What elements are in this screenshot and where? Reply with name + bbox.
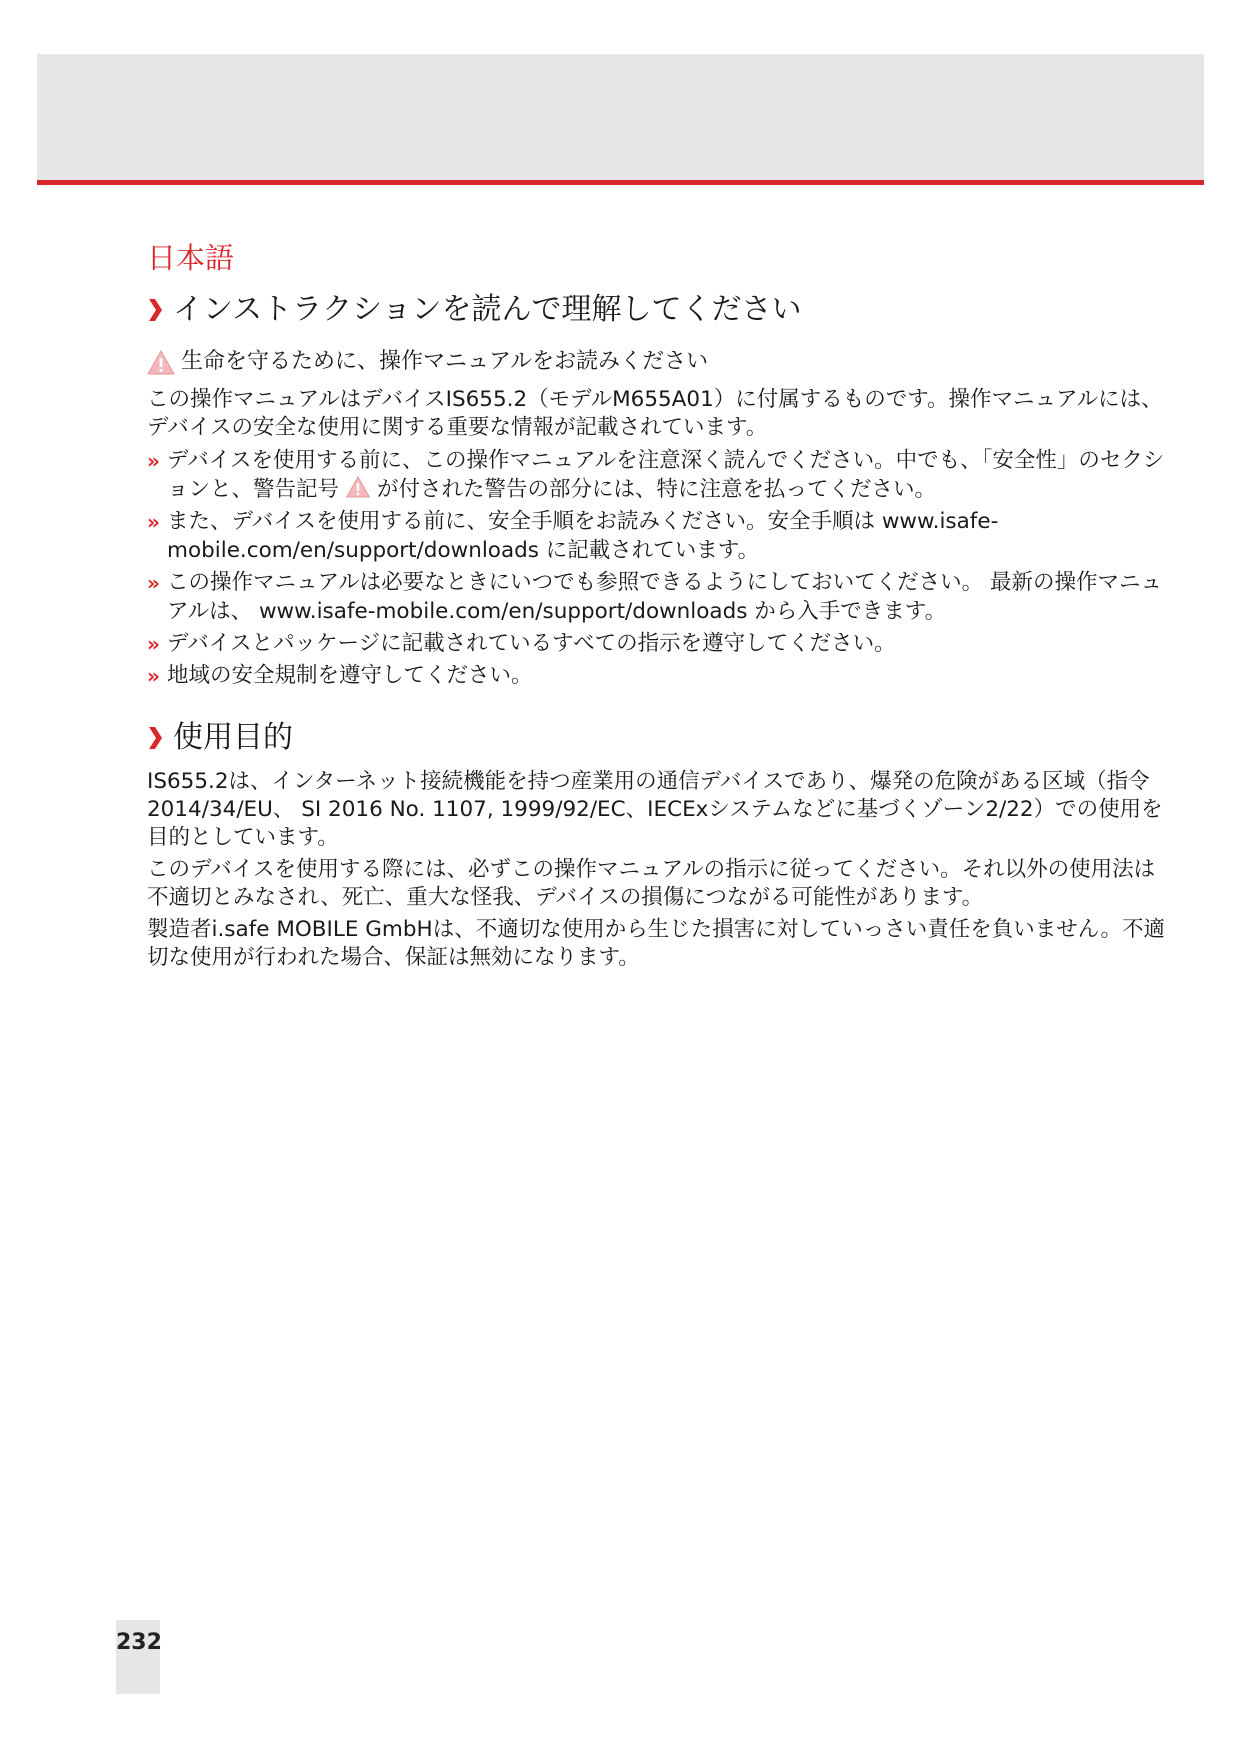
list-item-text: 地域の安全規制を遵守してください。	[167, 663, 533, 688]
list-item-text: この操作マニュアルは必要なときにいつでも参照できるようにしておいてください。 最新の操作マニュアルは、 www.isafe-mobile.com/en/support/downloads から入手できます。	[167, 570, 1162, 624]
double-chevron-icon: »	[147, 571, 160, 595]
double-chevron-icon: »	[147, 664, 160, 688]
double-chevron-icon: »	[147, 510, 160, 534]
list-item	[147, 507, 1167, 565]
section-heading-text: インストラクションを読んで理解してください	[173, 292, 802, 327]
double-chevron-icon: »	[147, 449, 160, 473]
list-item-text: デバイスとパッケージに記載されているすべての指示を遵守してください。	[167, 631, 896, 656]
section-heading-intended-use	[147, 718, 1167, 758]
list-item	[147, 661, 1167, 690]
warning-triangle-icon	[345, 476, 371, 498]
page-content	[147, 240, 1167, 976]
warning-text: 生命を守るために、操作マニュアルをお読みください	[181, 349, 709, 374]
list-item	[147, 568, 1167, 626]
list-item-text: が付された警告の部分には、特に注意を払ってください。	[377, 477, 937, 502]
header-band	[37, 54, 1204, 180]
list-item-text: デバイスを使用する前に、この操作マニュアルを注意深く読んでください。中でも、「安全性」のセクションと、警告記号	[167, 448, 1165, 502]
section-instructions	[147, 290, 1167, 690]
page-number: 232	[116, 1630, 162, 1655]
instruction-list	[147, 446, 1167, 690]
list-item-text: また、デバイスを使用する前に、安全手順をお読みください。安全手順は www.isafe-mobile.com/en/support/downloads に記載されています。	[167, 509, 999, 563]
list-item	[147, 446, 1167, 504]
chevron-right-icon	[147, 297, 163, 323]
warning-line	[147, 346, 1167, 378]
language-title: 日本語	[147, 241, 235, 275]
intended-use-paragraph: IS655.2は、インターネット接続機能を持つ産業用の通信デバイスであり、爆発の危険がある区域（指令2014/34/EU、 SI 2016 No. 1107, 1999/92/EC、IECExシステムなどに基づくゾーン2/22）での使用を目的としています。	[147, 769, 1163, 850]
section-heading-text: 使用目的	[173, 720, 293, 755]
section-intended-use	[147, 718, 1167, 972]
double-chevron-icon: »	[147, 632, 160, 656]
list-item	[147, 629, 1167, 658]
chevron-right-icon	[147, 725, 163, 751]
header-rule	[37, 180, 1204, 185]
liability-paragraph: 製造者i.safe MOBILE GmbHは、不適切な使用から生じた損害に対していっさい責任を負いません。不適切な使用が行われた場合、保証は無効になります。	[147, 917, 1165, 970]
warning-triangle-icon	[147, 350, 175, 375]
section-heading-instructions	[147, 290, 1167, 330]
intro-paragraph: この操作マニュアルはデバイスIS655.2（モデルM655A01）に付属するものです。操作マニュアルには、デバイスの安全な使用に関する重要な情報が記載されています。	[147, 387, 1163, 440]
usage-paragraph: このデバイスを使用する際には、必ずこの操作マニュアルの指示に従ってください。それ以外の使用法は不適切とみなされ、死亡、重大な怪我、デバイスの損傷につながる可能性があります。	[147, 857, 1156, 910]
